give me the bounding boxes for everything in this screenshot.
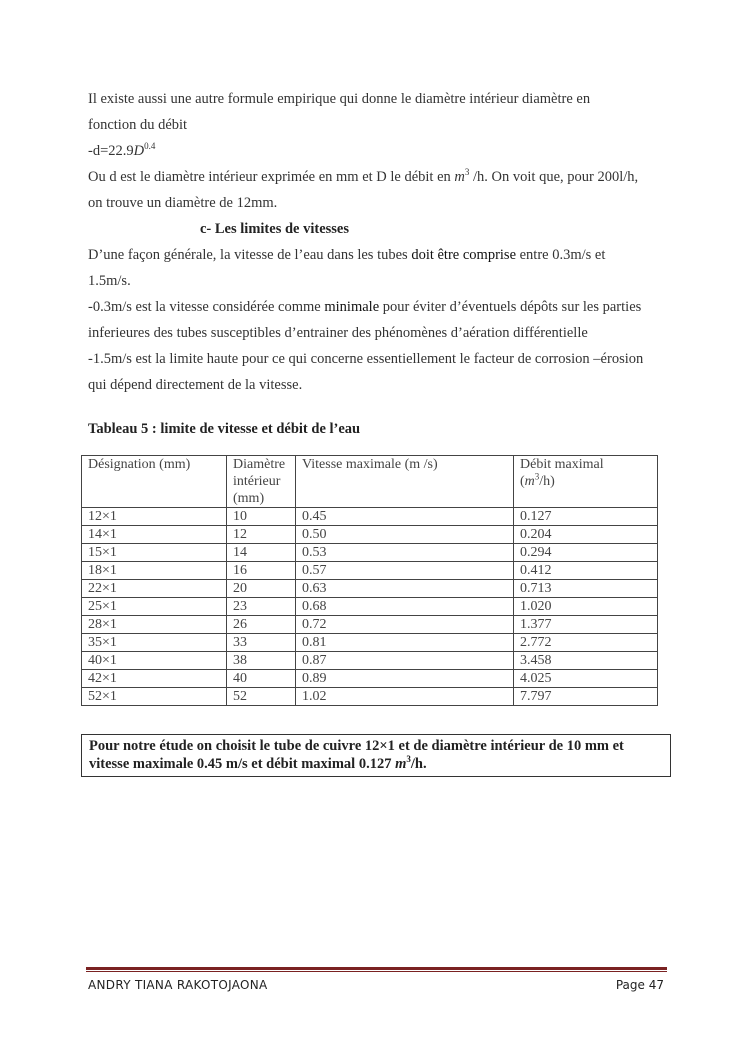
table-row xyxy=(82,580,658,598)
cell-diameter: 23 xyxy=(227,598,296,616)
paragraph-formula-intro xyxy=(88,86,668,112)
cell-designation: 52×1 xyxy=(82,688,227,706)
footer-divider-thin xyxy=(86,971,667,972)
cell-diameter: 20 xyxy=(227,580,296,598)
text-highlight: minimale xyxy=(324,299,380,315)
cell-speed: 0.63 xyxy=(296,580,514,598)
formula xyxy=(88,138,668,164)
cell-diameter: 40 xyxy=(227,670,296,688)
header-diameter-line: (mm) xyxy=(233,491,265,506)
cell-flow: 4.025 xyxy=(514,670,658,688)
cell-speed: 0.72 xyxy=(296,616,514,634)
section-subheading: c- Les limites de vitesses xyxy=(200,221,349,237)
paragraph-units-cont xyxy=(88,190,668,216)
cell-diameter: 33 xyxy=(227,634,296,652)
cell-speed: 0.89 xyxy=(296,670,514,688)
cell-flow: 0.127 xyxy=(514,508,658,526)
text-segment: entre 0.3m/s et xyxy=(516,247,606,263)
formula-variable: D xyxy=(133,143,145,159)
table-row xyxy=(82,634,658,652)
footer-page-number: Page 47 xyxy=(615,978,664,992)
cell-designation: 12×1 xyxy=(82,508,227,526)
cell-designation: 28×1 xyxy=(82,616,227,634)
header-diameter-line: Diamètre xyxy=(233,457,286,472)
cell-flow: 0.412 xyxy=(514,562,658,580)
paragraph-max-speed xyxy=(88,346,668,372)
text-line: qui dépend directement de la vitesse. xyxy=(88,377,303,393)
paragraph-formula-intro-cont xyxy=(88,112,668,138)
cell-designation: 35×1 xyxy=(82,634,227,652)
cell-flow: 0.294 xyxy=(514,544,658,562)
cell-flow: 7.797 xyxy=(514,688,658,706)
table-row xyxy=(82,508,658,526)
header-diameter-line: intérieur xyxy=(233,474,281,489)
text-segment: pour éviter d’éventuels dépôts sur les parties xyxy=(379,299,642,315)
cell-designation: 40×1 xyxy=(82,652,227,670)
cell-diameter: 26 xyxy=(227,616,296,634)
footer-divider xyxy=(86,967,667,970)
cell-diameter: 38 xyxy=(227,652,296,670)
cell-flow: 0.204 xyxy=(514,526,658,544)
paragraph-max-speed-cont xyxy=(88,372,668,398)
header-flow-paren: ( xyxy=(520,474,525,489)
conclusion-unit: m xyxy=(395,756,407,772)
text-segment: D’une façon générale, la vitesse de l’eau dans les tubes xyxy=(88,247,412,263)
cell-diameter: 52 xyxy=(227,688,296,706)
cell-designation: 15×1 xyxy=(82,544,227,562)
text-segment: -0.3m/s est la vitesse considérée comme xyxy=(88,299,325,315)
text-line: 1.5m/s. xyxy=(88,273,131,289)
text-line: on trouve un diamètre de 12mm. xyxy=(88,195,278,211)
table-body xyxy=(82,508,658,706)
table-header-row xyxy=(82,456,658,508)
table-row xyxy=(82,562,658,580)
cell-speed: 0.50 xyxy=(296,526,514,544)
unit-exponent: 3 xyxy=(464,167,470,178)
unit-symbol: m xyxy=(454,169,465,185)
formula-exponent: 0.4 xyxy=(144,141,156,152)
table-row xyxy=(82,670,658,688)
cell-designation: 14×1 xyxy=(82,526,227,544)
cell-speed: 0.81 xyxy=(296,634,514,652)
paragraph-units xyxy=(88,164,668,190)
cell-diameter: 16 xyxy=(227,562,296,580)
conclusion-segment: vitesse maximale 0.45 m/s et débit maximal 0.127 xyxy=(89,756,396,772)
header-flow-tail: /h) xyxy=(539,474,555,489)
cell-flow: 2.772 xyxy=(514,634,658,652)
table-row xyxy=(82,616,658,634)
cell-speed: 0.45 xyxy=(296,508,514,526)
cell-flow: 1.377 xyxy=(514,616,658,634)
paragraph-min-speed xyxy=(88,294,668,320)
cell-speed: 0.57 xyxy=(296,562,514,580)
header-flow xyxy=(514,456,658,508)
formula-prefix: -d=22.9 xyxy=(88,143,134,159)
body-text xyxy=(88,86,668,398)
cell-diameter: 14 xyxy=(227,544,296,562)
cell-speed: 0.68 xyxy=(296,598,514,616)
table-caption: Tableau 5 : limite de vitesse et débit de l’eau xyxy=(88,421,361,437)
cell-speed: 0.87 xyxy=(296,652,514,670)
table-row xyxy=(82,652,658,670)
text-segment: /h. On voit que, pour 200l/h, xyxy=(469,169,639,185)
text-line: inferieures des tubes susceptibles d’entrainer des phénomènes d’aération différentielle xyxy=(88,325,588,341)
conclusion-exponent: 3 xyxy=(406,754,411,765)
header-flow-exponent: 3 xyxy=(534,471,540,482)
cell-designation: 42×1 xyxy=(82,670,227,688)
cell-designation: 22×1 xyxy=(82,580,227,598)
paragraph-speed-range-cont xyxy=(88,268,668,294)
header-speed: Vitesse maximale (m /s) xyxy=(296,456,514,508)
cell-flow: 1.020 xyxy=(514,598,658,616)
footer-author: ANDRY TIANA RAKOTOJAONA xyxy=(88,978,268,992)
table-row xyxy=(82,598,658,616)
text-line: Il existe aussi une autre formule empirique qui donne le diamètre intérieur diamètre en xyxy=(88,91,591,107)
conclusion-box xyxy=(81,734,671,777)
cell-diameter: 10 xyxy=(227,508,296,526)
paragraph-speed-range xyxy=(88,242,668,268)
cell-speed: 0.53 xyxy=(296,544,514,562)
cell-flow: 3.458 xyxy=(514,652,658,670)
table-row xyxy=(82,526,658,544)
cell-diameter: 12 xyxy=(227,526,296,544)
speed-flow-table xyxy=(81,455,658,706)
text-line: -1.5m/s est la limite haute pour ce qui concerne essentiellement le facteur de corrosion –érosion xyxy=(88,351,644,367)
cell-speed: 1.02 xyxy=(296,688,514,706)
paragraph-min-speed-cont xyxy=(88,320,668,346)
header-diameter xyxy=(227,456,296,508)
table-row xyxy=(82,544,658,562)
cell-flow: 0.713 xyxy=(514,580,658,598)
text-highlight: doit être comprise xyxy=(411,247,516,263)
conclusion-line: Pour notre étude on choisit le tube de cuivre 12×1 et de diamètre intérieur de 10 mm et xyxy=(89,738,624,754)
header-flow-unit: m xyxy=(524,474,535,489)
conclusion-segment: /h. xyxy=(410,756,427,772)
cell-designation: 25×1 xyxy=(82,598,227,616)
table-row xyxy=(82,688,658,706)
header-designation: Désignation (mm) xyxy=(82,456,227,508)
header-flow-line: Débit maximal xyxy=(520,457,604,472)
cell-designation: 18×1 xyxy=(82,562,227,580)
text-line: fonction du débit xyxy=(88,117,188,133)
text-segment: Ou d est le diamètre intérieur exprimée en mm et D le débit en xyxy=(88,169,455,185)
